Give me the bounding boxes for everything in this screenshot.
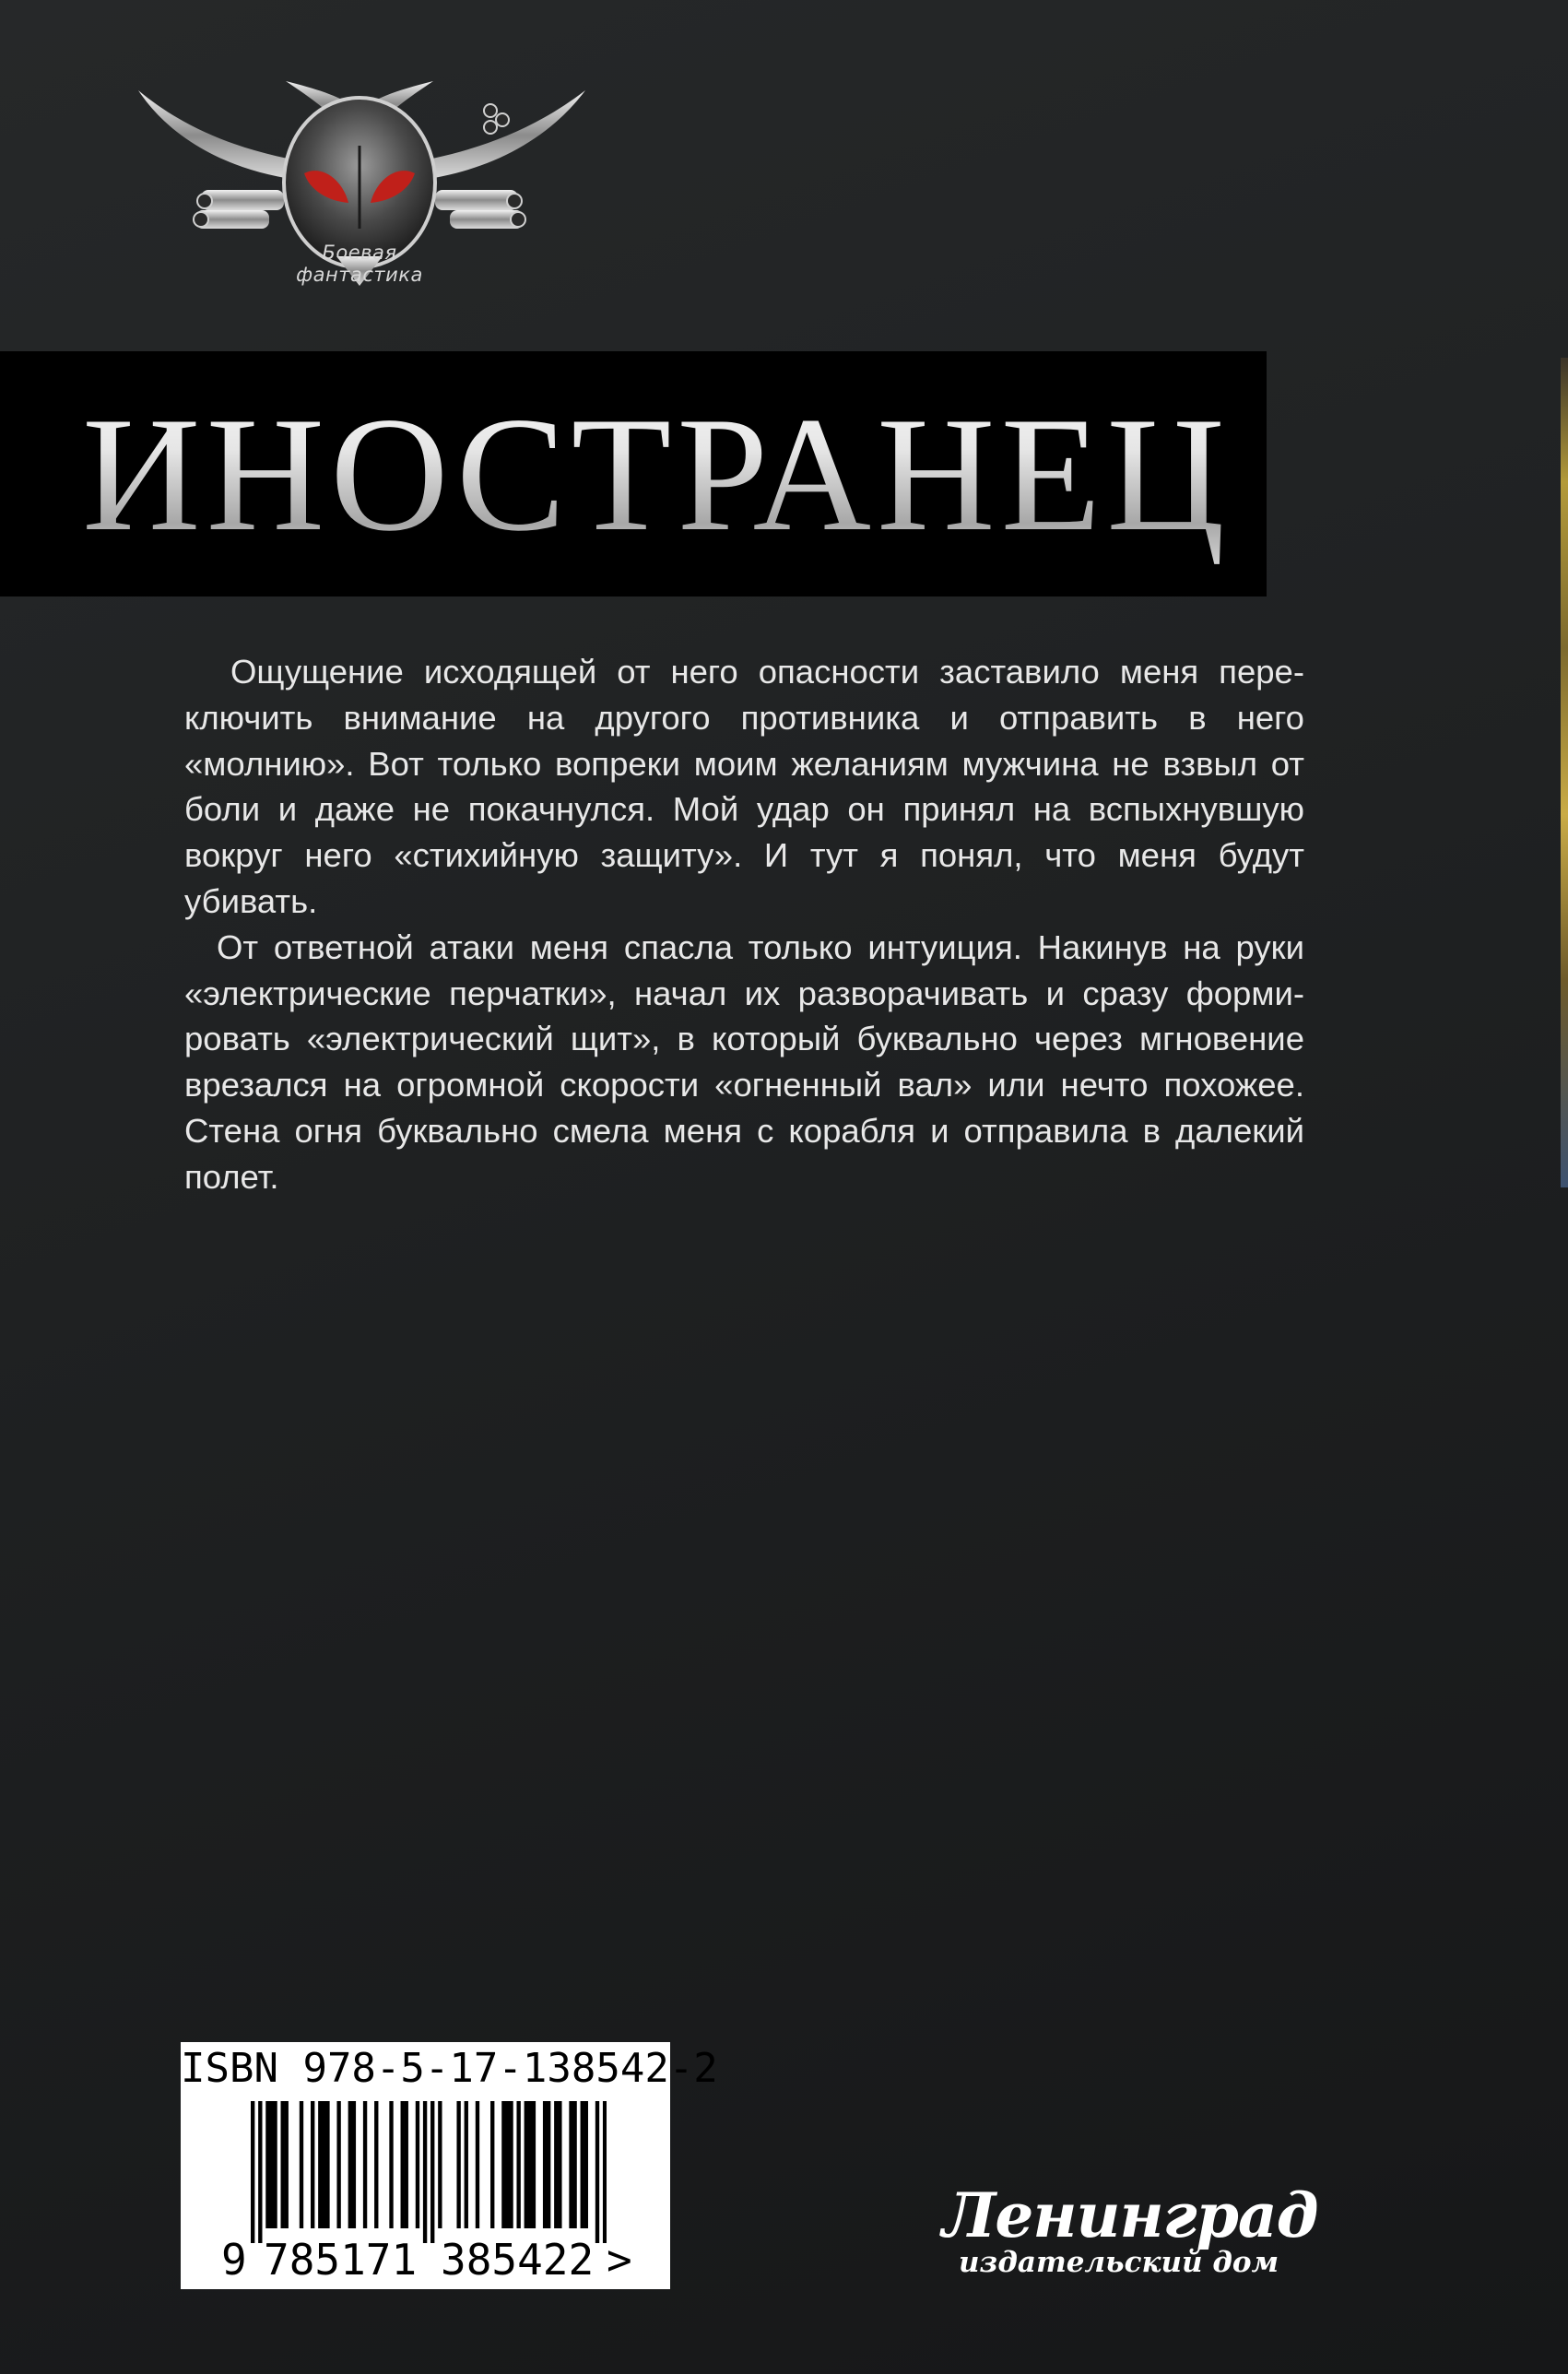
barcode-bar bbox=[416, 2101, 419, 2228]
isbn-barcode-block bbox=[181, 2042, 718, 2289]
series-logo bbox=[129, 72, 590, 298]
barcode-bar bbox=[269, 2101, 273, 2228]
blurb bbox=[184, 649, 1304, 1200]
barcode-bar bbox=[273, 2101, 277, 2228]
barcode-bar bbox=[265, 2101, 269, 2228]
barcode-bar bbox=[532, 2101, 536, 2228]
isbn-label: ISBN 978-5-17-138542-2 bbox=[181, 2045, 718, 2092]
barcode-bar bbox=[281, 2101, 285, 2228]
publisher-name: Ленинград bbox=[942, 2179, 1318, 2251]
barcode-bar bbox=[348, 2101, 352, 2228]
barcode-bar bbox=[430, 2101, 434, 2243]
barcode-bar bbox=[374, 2101, 378, 2228]
barcode-bar bbox=[258, 2101, 262, 2243]
barcode-bar bbox=[251, 2101, 254, 2243]
barcode-bar bbox=[603, 2101, 607, 2243]
barcode-bar bbox=[509, 2101, 513, 2228]
barcode-bar bbox=[285, 2101, 289, 2228]
barcode-bar bbox=[405, 2101, 408, 2228]
publisher-logo bbox=[942, 2179, 1318, 2292]
barcode-bar bbox=[490, 2101, 494, 2228]
barcode-bar bbox=[516, 2101, 520, 2228]
barcode-bar bbox=[595, 2101, 599, 2243]
barcode-bar bbox=[569, 2101, 572, 2228]
barcode-bar bbox=[584, 2101, 588, 2228]
barcode-bar bbox=[389, 2101, 393, 2228]
barcode-bar bbox=[528, 2101, 532, 2228]
barcode-bar bbox=[572, 2101, 576, 2228]
barcode-bar bbox=[505, 2101, 509, 2228]
publisher-subtitle: издательский дом bbox=[959, 2246, 1279, 2279]
barcode-bar bbox=[547, 2101, 550, 2228]
barcode-icon bbox=[251, 2101, 607, 2243]
barcode-bar bbox=[543, 2101, 547, 2228]
blurb-paragraph: От ответной атаки меня спасла только интуиция. Накинув на руки «электрические перчатки», начал их разворачивать и сразу формировать «электрический щит», в который буквально через мгновение врезался на огромной скорости «огненный вал» или нечто похожее. Стена огня буквально смела меня с корабля и отправила в далекий полет. bbox=[184, 927, 1304, 1196]
blurb-paragraph: Ощущение исходящей от него опасности заставило меня переключить внимание на другого противника и отправить в него «молнию». Вот только вопреки моим желаниям мужчина не взвыл от боли и даже не покачнулся. Мой удар он принял на вспыхнувшую вокруг него «стихийную защиту». И тут я понял, что меня будут убивать. bbox=[184, 653, 1304, 920]
barcode-bar bbox=[525, 2101, 528, 2228]
barcode-bar bbox=[438, 2101, 442, 2228]
barcode-bar bbox=[501, 2101, 505, 2228]
barcode-quiet-mark: > bbox=[607, 2235, 632, 2285]
barcode-bar bbox=[352, 2101, 356, 2228]
front-cover-edge bbox=[1561, 358, 1568, 1187]
barcode-bar bbox=[558, 2101, 561, 2228]
barcode-digits-left: 785171 bbox=[264, 2235, 418, 2285]
barcode-bar bbox=[363, 2101, 367, 2228]
barcode-digit-first: 9 bbox=[221, 2235, 247, 2285]
barcode-bar bbox=[465, 2101, 468, 2228]
barcode-bar bbox=[401, 2101, 405, 2228]
barcode-bar bbox=[336, 2101, 340, 2228]
series-caption: Боевая фантастика bbox=[296, 242, 423, 286]
barcode-bar bbox=[554, 2101, 558, 2228]
title-band bbox=[0, 351, 1267, 596]
barcode-bar bbox=[581, 2101, 584, 2228]
barcode-digits-right: 385422 bbox=[441, 2235, 595, 2285]
barcode-bar bbox=[322, 2101, 325, 2228]
barcode-bar bbox=[300, 2101, 303, 2228]
barcode-bar bbox=[423, 2101, 427, 2243]
barcode-bar bbox=[318, 2101, 322, 2228]
barcode-bar bbox=[325, 2101, 329, 2228]
barcode-bar bbox=[456, 2101, 460, 2228]
barcode-bar bbox=[476, 2101, 479, 2228]
book-title: ИНОСТРАНЕЦ bbox=[0, 351, 1267, 596]
barcode-digits bbox=[181, 2234, 670, 2285]
barcode-bar bbox=[311, 2101, 314, 2228]
